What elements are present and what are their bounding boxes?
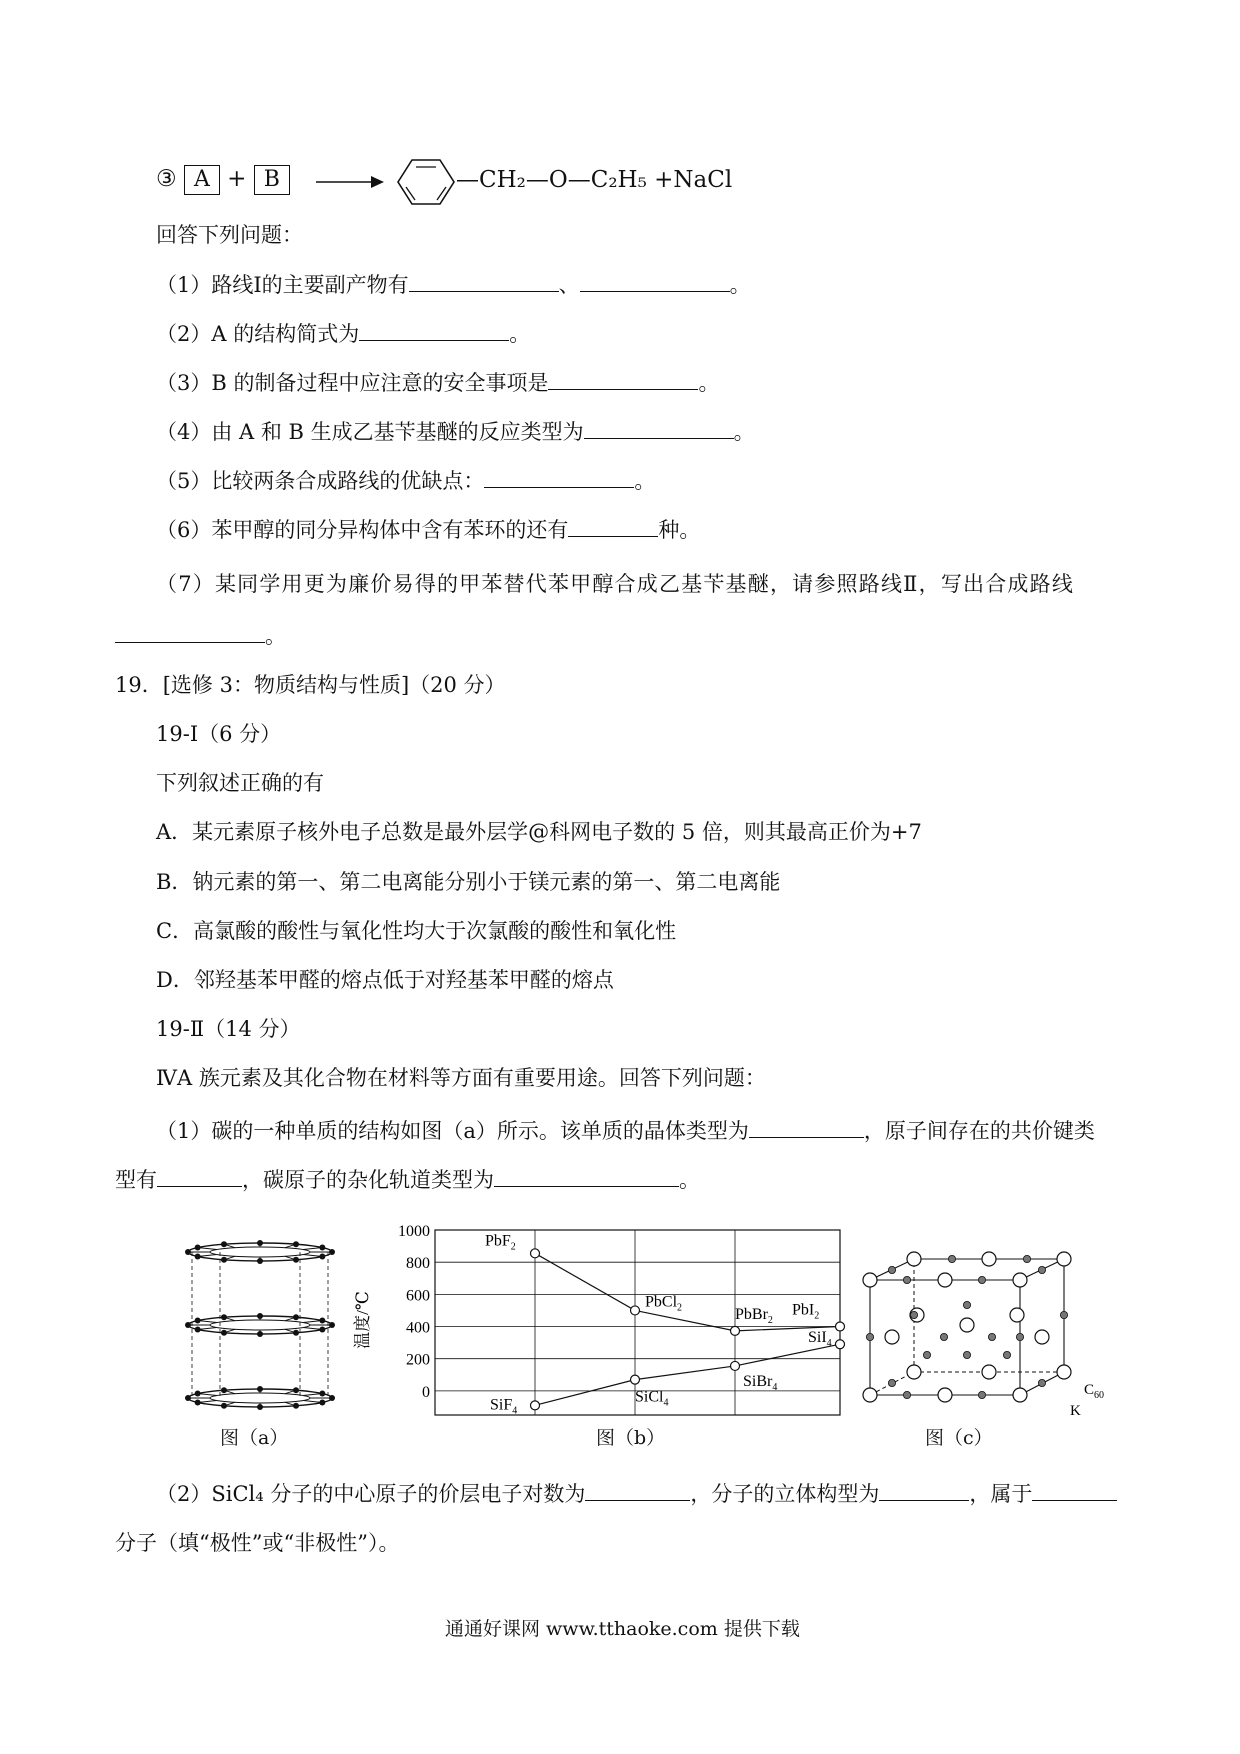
caption-a: 图（a） — [220, 1427, 289, 1449]
data-point — [631, 1306, 640, 1315]
answer-blank[interactable] — [494, 1166, 679, 1187]
k-ion — [1038, 1266, 1045, 1273]
option-a: A．某元素原子核外电子总数是最外层学@科网电子数的 5 倍，则其最高正价为+7 — [156, 820, 922, 844]
k-ion — [1060, 1311, 1067, 1318]
q18-q1-sep: 、 — [558, 273, 580, 297]
q18-q4 — [156, 418, 755, 446]
point-label: PbI$_2$ — [792, 1301, 820, 1322]
carbon-atom — [195, 1245, 201, 1251]
q19-q2-text3: ，属于 — [969, 1482, 1033, 1506]
y-tick-label: 600 — [406, 1287, 430, 1305]
answer-blank[interactable] — [409, 271, 559, 292]
carbon-atom — [221, 1330, 227, 1336]
k-ion — [866, 1333, 873, 1340]
y-tick-label: 800 — [406, 1255, 430, 1273]
caption-b: 图（b） — [596, 1427, 666, 1449]
answer-blank[interactable] — [157, 1166, 242, 1187]
graphite-layer-inner — [210, 1320, 310, 1330]
q18-q6-suffix: 种。 — [658, 518, 701, 542]
point-label: PbF$_2$ — [485, 1232, 516, 1253]
data-point — [531, 1401, 540, 1410]
period: 。 — [509, 322, 531, 346]
q19-q1-text2: ，原子间存在的共价键类 — [863, 1119, 1095, 1143]
q18-q5 — [156, 467, 655, 495]
c60-molecule — [907, 1252, 921, 1266]
reactant-b-box: B — [254, 165, 290, 195]
k-ion — [963, 1301, 970, 1308]
carbon-atom — [293, 1403, 299, 1409]
chart-grid — [435, 1230, 840, 1415]
k-ion — [910, 1311, 917, 1318]
k-ion — [963, 1351, 970, 1358]
k-ion — [903, 1276, 910, 1283]
carbon-atom — [257, 1404, 263, 1410]
point-label: PbCl$_2$ — [645, 1293, 683, 1314]
q19-stem: 下列叙述正确的有 — [156, 771, 324, 795]
k-ion — [923, 1351, 930, 1358]
data-point — [836, 1322, 845, 1331]
carbon-atom — [329, 1395, 335, 1401]
reaction-equation — [156, 165, 290, 195]
q18-q3-text: （3）B 的制备过程中应注意的安全事项是 — [156, 371, 549, 395]
arrow-head — [371, 176, 384, 188]
carbon-atom — [293, 1330, 299, 1336]
carbon-atom — [185, 1249, 191, 1255]
point-label: PbBr$_2$ — [735, 1305, 773, 1326]
period: 。 — [733, 420, 755, 444]
option-c: C．高氯酸的酸性与氧化性均大于次氯酸的酸性和氧化性 — [156, 919, 677, 943]
c60-molecule — [1057, 1365, 1071, 1379]
k-ion — [940, 1333, 947, 1340]
data-point — [731, 1361, 740, 1370]
figure-b-chart — [350, 1220, 850, 1420]
q19-part1: 19-Ⅰ（6 分） — [156, 722, 282, 746]
k-ion — [978, 1276, 985, 1283]
carbon-atom — [195, 1400, 201, 1406]
c60-molecule — [1010, 1308, 1024, 1322]
carbon-atom — [319, 1400, 325, 1406]
c60-molecule — [982, 1252, 996, 1266]
carbon-atom — [293, 1257, 299, 1263]
q18-q5-text: （5）比较两条合成路线的优缺点： — [156, 469, 485, 493]
q19-q2-text: （2）SiCl₄ 分子的中心原子的价层电子对数为 — [156, 1482, 586, 1506]
q19-q1-line1 — [156, 1117, 1095, 1145]
label-c60: $C_{60}$ — [1084, 1382, 1105, 1401]
k-ion — [1038, 1379, 1045, 1386]
carbon-atom — [195, 1327, 201, 1333]
graphite-layer-inner — [210, 1393, 310, 1403]
plus-sign: + — [227, 166, 247, 192]
q19-q1-text: （1）碳的一种单质的结构如图（a）所示。该单质的晶体类型为 — [156, 1119, 749, 1143]
q18-q1-text: （1）路线Ⅰ的主要副产物有 — [156, 273, 409, 297]
k-ion — [978, 1391, 985, 1398]
series-line — [535, 1344, 840, 1405]
c60-molecule — [885, 1330, 899, 1344]
period: 。 — [634, 469, 656, 493]
q19-q2-text2: ，分子的立体构型为 — [690, 1482, 880, 1506]
carbon-atom — [195, 1391, 201, 1397]
label-k: K — [1070, 1403, 1081, 1419]
point-label: SiBr$_4$ — [743, 1372, 778, 1393]
c60-molecule — [1035, 1330, 1049, 1344]
c60-molecule — [938, 1273, 952, 1287]
carbon-atom — [293, 1387, 299, 1393]
carbon-atom — [257, 1331, 263, 1337]
answer-blank[interactable] — [749, 1117, 864, 1138]
q18-intro: 回答下列问题： — [156, 223, 303, 247]
period: 。 — [698, 371, 720, 395]
q18-q2 — [156, 320, 530, 348]
point-label: SiI$_4$ — [808, 1329, 832, 1350]
k-ion — [903, 1391, 910, 1398]
q19-q2-line1 — [156, 1480, 1117, 1508]
caption-c: 图（c） — [925, 1427, 993, 1449]
figure-c-crystal-cell — [852, 1255, 1105, 1430]
carbon-atom — [293, 1241, 299, 1247]
q19-intro2: ⅣA 族元素及其化合物在材料等方面有重要用途。回答下列问题： — [156, 1066, 766, 1090]
period: 。 — [265, 624, 286, 648]
data-point — [631, 1375, 640, 1384]
point-label: SiCl$_4$ — [635, 1388, 669, 1409]
k-ion — [888, 1266, 895, 1273]
q18-q7: （7）某同学用更为廉价易得的甲苯替代苯甲醇合成乙基苄基醚，请参照路线Ⅱ，写出合成路线 — [156, 572, 1075, 596]
q18-q1 — [156, 271, 751, 299]
carbon-atom — [185, 1395, 191, 1401]
c60-molecule — [982, 1365, 996, 1379]
q19-part2: 19-Ⅱ（14 分） — [156, 1017, 301, 1041]
answer-blank[interactable] — [580, 271, 730, 292]
q19-q1-text3: 型有 — [115, 1168, 157, 1192]
carbon-atom — [319, 1245, 325, 1251]
q19-q2-line2: 分子（填“极性”或“非极性”）。 — [115, 1531, 400, 1555]
carbon-atom — [195, 1318, 201, 1324]
k-ion — [1023, 1255, 1030, 1262]
carbon-atom — [257, 1240, 263, 1246]
period: 。 — [679, 1168, 700, 1192]
data-point — [731, 1326, 740, 1335]
answer-blank[interactable] — [1032, 1480, 1117, 1501]
chart-frame — [435, 1230, 840, 1415]
carbon-atom — [221, 1314, 227, 1320]
carbon-atom — [319, 1254, 325, 1260]
answer-blank[interactable] — [585, 1480, 690, 1501]
product-formula — [456, 166, 732, 194]
series-line — [535, 1253, 840, 1331]
option-d: D．邻羟基苯甲醛的熔点低于对羟基苯甲醛的熔点 — [156, 968, 614, 992]
period: 。 — [729, 273, 751, 297]
q18-q3 — [156, 369, 719, 397]
y-tick-label: 0 — [422, 1383, 430, 1401]
benzene-ring-icon — [398, 160, 454, 204]
carbon-atom — [185, 1322, 191, 1328]
q19-q1-text4: ，碳原子的杂化轨道类型为 — [242, 1168, 494, 1192]
carbon-atom — [319, 1318, 325, 1324]
k-ion — [888, 1379, 895, 1386]
circled-number: ③ — [156, 166, 177, 192]
k-ion — [1003, 1351, 1010, 1358]
carbon-atom — [221, 1257, 227, 1263]
answer-blank[interactable] — [359, 320, 509, 341]
carbon-atom — [257, 1313, 263, 1319]
chart-marks — [398, 1223, 845, 1416]
k-ion — [988, 1333, 995, 1340]
k-ion — [948, 1255, 955, 1262]
c60-molecule — [960, 1318, 974, 1332]
data-point — [531, 1249, 540, 1258]
c60-molecule — [1057, 1252, 1071, 1266]
chart-ylabel: 温度/℃ — [353, 1291, 372, 1349]
y-tick-label: 200 — [406, 1351, 430, 1369]
carbon-atom — [195, 1254, 201, 1260]
q18-q4-text: （4）由 A 和 B 生成乙基苄基醚的反应类型为 — [156, 420, 584, 444]
c60-molecule — [1013, 1273, 1027, 1287]
footer: 通通好课网 www.tthaoke.com 提供下载 — [445, 1618, 800, 1640]
y-tick-label: 1000 — [398, 1223, 430, 1240]
data-point — [836, 1340, 845, 1349]
carbon-atom — [257, 1386, 263, 1392]
carbon-atom — [329, 1249, 335, 1255]
carbon-atom — [293, 1314, 299, 1320]
graphite-layer-inner — [210, 1247, 310, 1257]
answer-blank[interactable] — [484, 467, 634, 488]
y-tick-label: 400 — [406, 1319, 430, 1337]
q18-q6 — [156, 516, 700, 544]
q18-q6-text: （6）苯甲醇的同分异构体中含有苯环的还有 — [156, 518, 569, 542]
product-text: —CH₂—O—C₂H₅ +NaCl — [456, 167, 733, 193]
q18-q2-text: （2）A 的结构简式为 — [156, 322, 360, 346]
q18-q7-answer — [115, 622, 286, 650]
answer-blank[interactable] — [115, 622, 265, 643]
carbon-atom — [221, 1241, 227, 1247]
answer-blank[interactable] — [879, 1480, 969, 1501]
point-label: SiF$_4$ — [490, 1396, 518, 1417]
k-ion — [1016, 1333, 1023, 1340]
c60-molecule — [907, 1365, 921, 1379]
figure-a-graphite-layers — [170, 1230, 350, 1420]
q19-header: 19．[选修 3：物质结构与性质]（20 分） — [115, 673, 506, 697]
c60-molecule — [1013, 1388, 1027, 1402]
c60-molecule — [938, 1388, 952, 1402]
carbon-atom — [329, 1322, 335, 1328]
answer-blank[interactable] — [548, 369, 698, 390]
carbon-atom — [257, 1258, 263, 1264]
c60-molecule — [863, 1273, 877, 1287]
reactant-a-box: A — [184, 165, 220, 195]
carbon-atom — [319, 1327, 325, 1333]
c60-molecule — [863, 1388, 877, 1402]
option-b: B．钠元素的第一、第二电离能分别小于镁元素的第一、第二电离能 — [156, 870, 781, 894]
answer-blank[interactable] — [584, 418, 734, 439]
q19-q1-line2 — [115, 1166, 700, 1194]
carbon-atom — [221, 1403, 227, 1409]
answer-blank[interactable] — [568, 516, 658, 537]
carbon-atom — [221, 1387, 227, 1393]
carbon-atom — [319, 1391, 325, 1397]
